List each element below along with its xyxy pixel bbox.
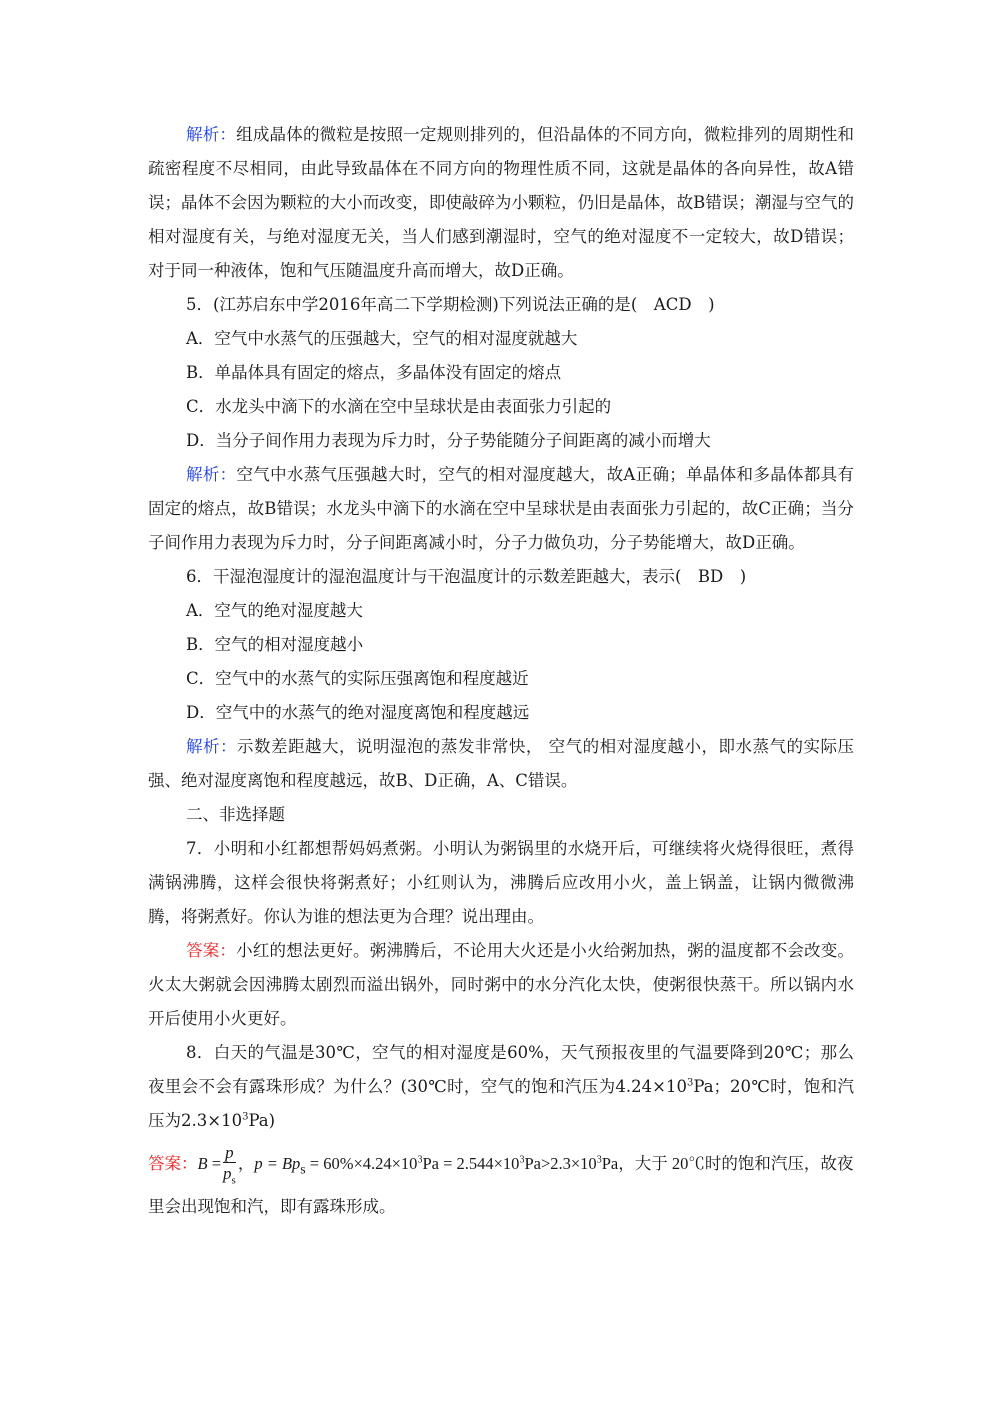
formula-eq: = (207, 1153, 222, 1173)
exponent: 3 (519, 1154, 525, 1166)
analysis-text: 空气中水蒸气压强越大时，空气的相对湿度越大，故A正确；单晶体和多晶体都具有固定的熔点，故B错误；水龙头中滴下的水滴在空中呈球状是由表面张力引起的，故C正确；当分子间作用力表现为斥力时，分子间距离减小时，分子力做负功，分子势能增大，故D正确。 (148, 465, 854, 552)
q5-option-d: D．当分子间作用力表现为斥力时，分子势能随分子间距离的减小而增大 (186, 431, 711, 450)
fraction-denominator (223, 1163, 236, 1186)
analysis-text: 示数差距越大，说明湿泡的蒸发非常快， 空气的相对湿度越小，即水蒸气的实际压强、绝对湿度离饱和程度越远，故B、D正确，A、C错误。 (148, 737, 854, 790)
calc-part: Pa = 2.544×10 (422, 1153, 520, 1173)
q6-option-b: B．空气的相对湿度越小 (186, 635, 364, 654)
den-subscript: s (231, 1174, 236, 1187)
analysis-label: 解析： (186, 125, 237, 144)
analysis-label: 解析： (186, 737, 237, 756)
calc-part: = 60%×4.24×10 (305, 1153, 418, 1173)
formula-var-p: p (254, 1153, 263, 1173)
answer-label: 答案： (148, 1153, 198, 1173)
analysis-q5 (148, 458, 854, 560)
document-page (148, 118, 854, 1226)
calc-part: Pa，大于 20℃时的饱和汽压，故夜里会出现饱和汽，即有露珠形成。 (148, 1153, 854, 1217)
q8-stem-part: Pa) (248, 1111, 276, 1130)
q5-option-c: C．水龙头中滴下的水滴在空中呈球状是由表面张力引起的 (186, 397, 612, 416)
exponent: 3 (596, 1154, 602, 1166)
q6-option-c: C．空气中的水蒸气的实际压强离饱和程度越近 (186, 669, 529, 688)
analysis-text: 组成晶体的微粒是按照一定规则排列的，但沿晶体的不同方向，微粒排列的周期性和疏密程度不尽相同，由此导致晶体在不同方向的物理性质不同，这就是晶体的各向异性，故A错误；晶体不会因为颗粒的大小而改变，即使敲碎为小颗粒，仍旧是晶体，故B错误；潮湿与空气的相对湿度有关，与绝对湿度无关，当人们感到潮湿时，空气的绝对湿度不一定较大，故D错误；对于同一种液体，饱和气压随温度升高而增大，故D正确。 (148, 125, 855, 280)
exponent: 3 (417, 1154, 423, 1166)
question-6-stem: 6．干湿泡湿度计的湿泡温度计与干泡温度计的示数差距越大，表示( BD ) (186, 567, 747, 586)
question-7-stem: 7．小明和小红都想帮妈妈煮粥。小明认为粥锅里的水烧开后，可继续将火烧得很旺，煮得满锅沸腾，这样会很快将粥煮好；小红则认为，沸腾后应改用小火，盖上锅盖，让锅内微微沸腾，将粥煮好。你认为谁的想法更为合理？说出理由。 (148, 839, 854, 926)
q6-option-d: D．空气中的水蒸气的绝对湿度离饱和程度越远 (186, 703, 530, 722)
analysis-label: 解析： (186, 465, 237, 484)
formula-var-b: B (197, 1153, 208, 1173)
question-5-stem: 5．(江苏启东中学2016年高二下学期检测)下列说法正确的是( ACD ) (186, 295, 715, 314)
analysis-q4 (148, 118, 854, 288)
q8-stem-part: Pa；20℃时，饱和汽压为2.3×10 (148, 1077, 854, 1130)
exponent: 3 (242, 1111, 249, 1123)
q5-option-b: B．单晶体具有固定的熔点，多晶体没有固定的熔点 (186, 363, 562, 382)
formula-bps: = Bp (262, 1153, 301, 1173)
fraction (223, 1144, 236, 1186)
answer-text: 小红的想法更好。粥沸腾后，不论用大火还是小火给粥加热，粥的温度都不会改变。火太大粥就会因沸腾太剧烈而溢出锅外，同时粥中的水分汽化太快，使粥很快蒸干。所以锅内水开后使用小火更好。 (148, 941, 855, 1028)
separator: ， (237, 1153, 255, 1173)
q6-option-a: A．空气的绝对湿度越大 (186, 601, 363, 620)
q8-stem-part: 8．白天的气温是30℃，空气的相对湿度是60%，天气预报夜里的气温要降到20℃；那么夜里会不会有露珠形成？为什么？(30℃时，空气的饱和汽压为4.24×10 (148, 1043, 854, 1096)
den-var: p (223, 1164, 232, 1183)
question-8-stem (148, 1036, 854, 1138)
answer-q7 (148, 934, 854, 1036)
ps-subscript: s (300, 1161, 306, 1177)
calc-part: Pa>2.3×10 (524, 1153, 597, 1173)
answer-label: 答案： (186, 941, 237, 960)
fraction-numerator: p (223, 1144, 236, 1163)
answer-q8 (148, 1144, 854, 1226)
section-heading: 二、非选择题 (186, 805, 285, 824)
analysis-q6 (148, 730, 854, 798)
exponent: 3 (686, 1077, 694, 1089)
q5-option-a: A．空气中水蒸气的压强越大，空气的相对湿度就越大 (186, 329, 578, 348)
